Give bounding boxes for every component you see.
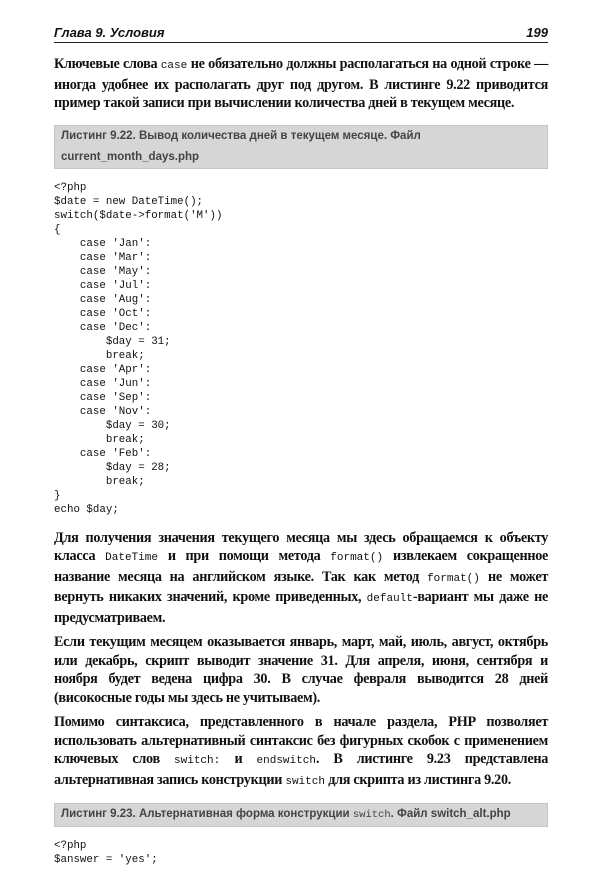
listing-9-22-code: <?php $date = new DateTime(); switch($date->format('M')) { case 'Jan': case 'Mar': case 'May': case 'Jul': case 'Aug': case 'Oct': case 'Dec': $day = 31; break; case 'Apr': case 'Jun': case 'Sep': case 'Nov': $day = 30; break; case 'Feb': $day = 28; break; } echo $day; xyxy=(54,181,223,516)
inline-code: switch: xyxy=(174,755,221,767)
paragraph-1: Ключевые слова case не обязательно должны располагаться на одной строке — иногда удобнее их располагать друг под другом. В листинге 9.22 приводится пример такой записи при вычислении количества дней в текущем месяце. xyxy=(54,56,548,111)
paragraph-3: Если текущим месяцем оказывается январь, март, май, июль, август, октябрь или декабрь, скрипт выводит значение 31. Для апреля, июня, сентября и ноября будет ведена цифра 30. В случае февраля выводится 28 дней (високосные годы мы здесь не учитываем). xyxy=(54,634,548,706)
inline-code: default xyxy=(366,593,413,605)
inline-code: switch xyxy=(352,809,391,821)
inline-code: case xyxy=(160,60,188,72)
inline-code: switch xyxy=(285,775,325,788)
running-header xyxy=(54,22,548,43)
page-number: 199 xyxy=(526,25,548,40)
inline-code: endswitch xyxy=(256,755,316,767)
chapter-title: Глава 9. Условия xyxy=(54,25,165,40)
listing-9-22-caption: Листинг 9.22. Вывод количества дней в текущем месяце. Файл current_month_days.php xyxy=(54,125,548,169)
inline-code: format() xyxy=(427,572,480,585)
listing-9-23-caption: Листинг 9.23. Альтернативная форма конструкции switch. Файл switch_alt.php xyxy=(54,803,548,827)
paragraph-4: Помимо синтаксиса, представленного в начале раздела, PHP позволяет использовать альтернативный синтаксис без фигурных скобок с применением ключевых слов switch: и endswitch. В листинге 9.23 представлена альтернативная запись конструкции switch для скрипта из листинга 9.20. xyxy=(54,714,548,788)
inline-code: DateTime xyxy=(105,552,158,564)
paragraph-2: Для получения значения текущего месяца мы здесь обращаемся к объекту класса DateTime и при помощи метода format() извлекаем сокращенное название месяца на английском языке. Так как метод format() не может вернуть никаких значений, кроме приведенных, default-вариант мы даже не предусматриваем. xyxy=(54,529,548,626)
inline-code: format() xyxy=(330,552,384,564)
listing-9-23-code: <?php $answer = 'yes'; xyxy=(54,840,158,866)
